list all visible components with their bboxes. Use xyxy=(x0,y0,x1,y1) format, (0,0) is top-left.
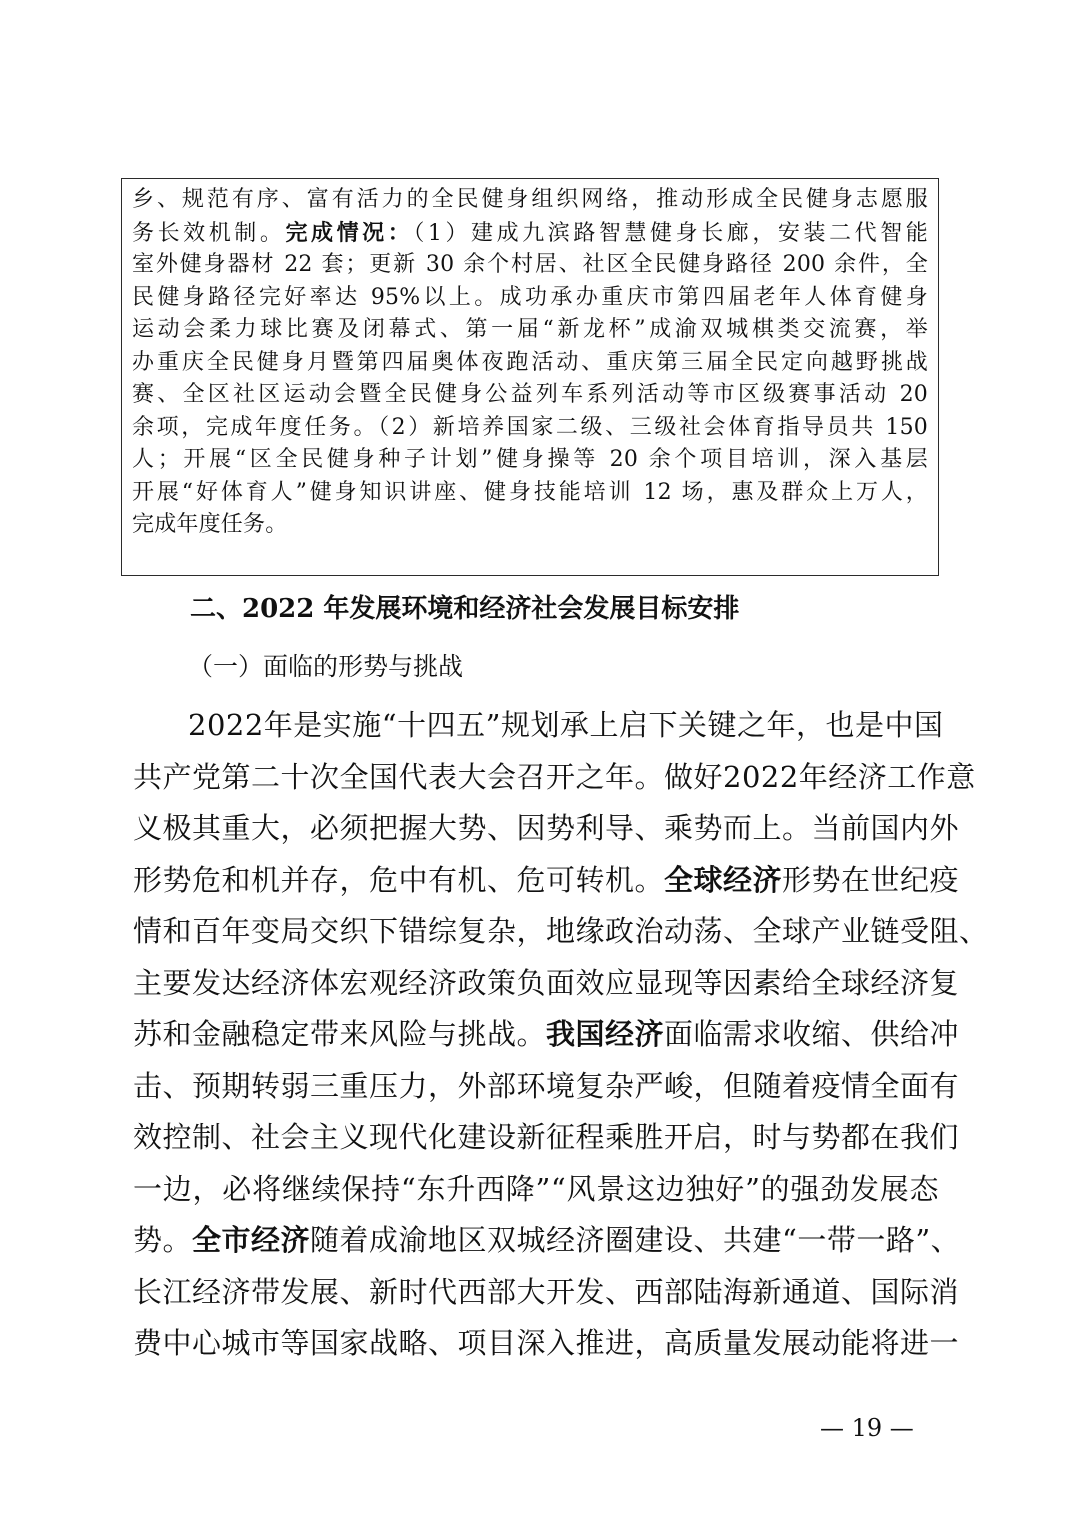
body-line-text: 主要发达经济体宏观经济政策负面效应显现等因素给全球经济复 xyxy=(133,965,960,1000)
body-line-text: 一边，必将继续保持“东升西降”“风景这边独好”的强劲发展态 xyxy=(133,1171,939,1206)
body-line xyxy=(133,906,989,958)
body-line xyxy=(133,958,960,1010)
box-line xyxy=(132,282,928,315)
body-line xyxy=(133,1267,960,1319)
box-line-text: 余项，完成年度任务。（2）新培养国家二级、三级社会体育指导员共 150 xyxy=(132,414,928,440)
box-line xyxy=(132,509,928,542)
box-line-text: 开展“好体育人”健身知识讲座、健身技能培训 12 场，惠及群众上万人， xyxy=(132,479,928,505)
box-line-text: 务长效机制。 xyxy=(132,220,286,246)
body-line xyxy=(133,1112,960,1164)
body-line-text: 形势在世纪疫 xyxy=(782,862,960,897)
body-line xyxy=(133,1318,960,1370)
body-line-text: 势。 xyxy=(133,1223,193,1257)
body-line xyxy=(133,700,944,752)
body-line-text: 效控制、社会主义现代化建设新征程乘胜开启，时与势都在我们 xyxy=(133,1120,960,1154)
box-line-text: 民健身路径完好率达 95%以上。成功承办重庆市第四届老年人体育健身 xyxy=(132,284,928,310)
box-line xyxy=(132,379,928,412)
body-line-text: 义极其重大，必须把握大势、因势利导、乘势而上。当前国内外 xyxy=(133,811,960,845)
box-line-text: 人；开展“区全民健身种子计划”健身操等 20 余个项目培训，深入基层 xyxy=(132,447,928,472)
box-line-text: 赛、全区社区运动会暨全民健身公益列车系列活动等市区级赛事活动 20 xyxy=(132,382,928,407)
body-line xyxy=(133,855,960,907)
page-number: — 19 — xyxy=(820,1414,914,1442)
body-line xyxy=(133,803,960,855)
body-line xyxy=(133,1164,939,1216)
body-line-text: 苏和金融稳定带来风险与挑战。 xyxy=(133,1017,547,1051)
body-line xyxy=(133,1061,960,1113)
completion-status-box xyxy=(121,178,939,576)
body-line-text: 共产党第二十次全国代表大会召开之年。做好2022年经济工作意 xyxy=(133,759,976,794)
box-line-text: （1）建成九滨路智慧健身长廊，安装二代智能 xyxy=(413,220,928,246)
body-line-text: 长江经济带发展、新时代西部大开发、西部陆海新通道、国际消 xyxy=(133,1274,960,1309)
box-line-text: 完成年度任务。 xyxy=(132,512,288,537)
box-line-text: 室外健身器材 22 套；更新 30 余个村居、社区全民健身路径 200 余件，全 xyxy=(132,252,928,277)
box-line-text: 办重庆全民健身月暨第四届奥体夜跑活动、重庆第三届全民定向越野挑战 xyxy=(132,349,928,375)
box-line xyxy=(132,314,928,347)
box-line-text: 运动会柔力球比赛及闭幕式、第一届“新龙杯”成渝双城棋类交流赛，举 xyxy=(132,317,928,342)
box-line xyxy=(132,444,928,477)
subsection-heading: （一）面临的形势与挑战 xyxy=(188,652,464,681)
box-line-text: 乡、规范有序、富有活力的全民健身组织网络，推动形成全民健身志愿服 xyxy=(132,187,928,212)
body-line-text: 随着成渝地区双城经济圈建设、共建“一带一路”、 xyxy=(310,1223,961,1257)
city-economy-keyword: 全市经济 xyxy=(192,1223,311,1257)
body-line xyxy=(133,1215,961,1267)
section-heading: 二、2022 年发展环境和经济社会发展目标安排 xyxy=(190,594,740,624)
box-line xyxy=(132,217,928,250)
national-economy-keyword: 我国经济 xyxy=(546,1017,665,1051)
box-line xyxy=(132,477,928,510)
body-line xyxy=(133,1009,960,1061)
body-line-text: 面临需求收缩、供给冲 xyxy=(664,1017,960,1051)
box-line xyxy=(132,347,928,380)
box-line xyxy=(132,412,928,445)
box-line xyxy=(132,249,928,282)
global-economy-keyword: 全球经济 xyxy=(664,862,783,897)
box-line xyxy=(132,184,928,217)
body-line-text: 费中心城市等国家战略、项目深入推进，高质量发展动能将进一 xyxy=(133,1326,960,1360)
body-line-text: 击、预期转弱三重压力，外部环境复杂严峻，但随着疫情全面有 xyxy=(133,1068,960,1103)
body-line-text: 形势危和机并存，危中有机、危可转机。 xyxy=(133,862,665,897)
body-line xyxy=(133,752,976,804)
body-line-text: 2022年是实施“十四五”规划承上启下关键之年，也是中国 xyxy=(188,708,944,742)
body-paragraph xyxy=(133,700,989,1360)
body-line-text: 情和百年变局交织下错综复杂，地缘政治动荡、全球产业链受阻、 xyxy=(133,914,989,948)
completion-status-label: 完成情况： xyxy=(285,219,414,246)
